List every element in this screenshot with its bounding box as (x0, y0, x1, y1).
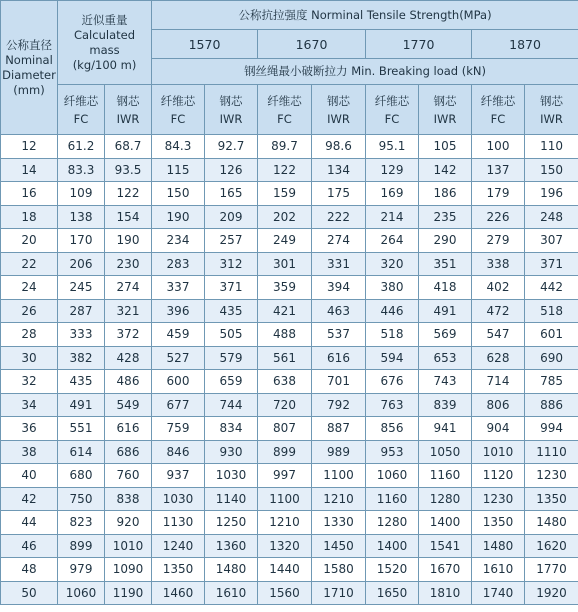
cell-load-1770-fc: 1650 (366, 581, 419, 605)
cell-mass-iwr: 321 (105, 299, 152, 323)
header-core-iwr (419, 85, 472, 135)
cell-load-1770-iwr: 569 (419, 323, 472, 347)
cell-load-1570-fc: 1130 (152, 511, 205, 535)
cell-mass-fc: 138 (58, 205, 105, 229)
table-row (1, 393, 578, 417)
cell-load-1870-iwr: 1350 (525, 487, 578, 511)
header-core-fc-en: FC (73, 111, 89, 126)
cell-load-1570-iwr: 1480 (205, 558, 258, 582)
cell-load-1870-fc: 472 (472, 299, 525, 323)
cell-load-1570-iwr: 930 (205, 440, 258, 464)
cell-mass-fc: 979 (58, 558, 105, 582)
cell-mass-iwr: 1010 (105, 534, 152, 558)
cell-load-1570-fc: 1460 (152, 581, 205, 605)
cell-load-1870-iwr: 442 (525, 276, 578, 300)
cell-load-1770-iwr: 105 (419, 135, 472, 159)
cell-mass-iwr: 230 (105, 252, 152, 276)
header-core-iwr-cn: 钢芯 (116, 93, 140, 108)
cell-load-1670-fc: 1100 (258, 487, 312, 511)
cell-load-1870-iwr: 518 (525, 299, 578, 323)
cell-load-1670-fc: 561 (258, 346, 312, 370)
cell-load-1770-fc: 518 (366, 323, 419, 347)
cell-diameter: 20 (1, 229, 58, 253)
cell-load-1670-fc: 720 (258, 393, 312, 417)
header-diameter-en-1: Nominal (5, 52, 53, 67)
header-core-fc-cn: 纤维芯 (374, 93, 410, 108)
cell-load-1670-iwr: 463 (312, 299, 366, 323)
cell-diameter: 42 (1, 487, 58, 511)
cell-load-1670-fc: 301 (258, 252, 312, 276)
cell-load-1670-fc: 1210 (258, 511, 312, 535)
cell-load-1870-fc: 100 (472, 135, 525, 159)
cell-load-1670-iwr: 134 (312, 158, 366, 182)
cell-load-1670-iwr: 394 (312, 276, 366, 300)
cell-diameter: 50 (1, 581, 58, 605)
header-diameter (1, 1, 58, 135)
cell-diameter: 44 (1, 511, 58, 535)
cell-load-1570-iwr: 1250 (205, 511, 258, 535)
cell-load-1670-iwr: 1450 (312, 534, 366, 558)
header-grade-1670: 1670 (258, 30, 366, 59)
cell-load-1870-iwr: 371 (525, 252, 578, 276)
cell-load-1870-iwr: 690 (525, 346, 578, 370)
cell-mass-iwr: 93.5 (105, 158, 152, 182)
cell-load-1870-iwr: 1230 (525, 464, 578, 488)
cell-load-1870-iwr: 601 (525, 323, 578, 347)
table-row (1, 299, 578, 323)
table-row (1, 276, 578, 300)
cell-load-1870-iwr: 1920 (525, 581, 578, 605)
cell-mass-fc: 750 (58, 487, 105, 511)
cell-load-1670-fc: 997 (258, 464, 312, 488)
table-row (1, 534, 578, 558)
header-diameter-en-2: Diameter (2, 67, 56, 82)
header-core-iwr-cn: 钢芯 (540, 93, 564, 108)
cell-load-1570-fc: 115 (152, 158, 205, 182)
cell-load-1670-iwr: 175 (312, 182, 366, 206)
cell-load-1570-fc: 283 (152, 252, 205, 276)
cell-load-1670-iwr: 274 (312, 229, 366, 253)
cell-load-1870-iwr: 248 (525, 205, 578, 229)
cell-load-1570-fc: 84.3 (152, 135, 205, 159)
cell-diameter: 12 (1, 135, 58, 159)
cell-mass-fc: 491 (58, 393, 105, 417)
cell-load-1870-iwr: 785 (525, 370, 578, 394)
cell-load-1770-fc: 1160 (366, 487, 419, 511)
cell-load-1570-fc: 190 (152, 205, 205, 229)
cell-diameter: 38 (1, 440, 58, 464)
cell-load-1570-iwr: 1360 (205, 534, 258, 558)
header-core-iwr-en: IWR (540, 111, 563, 126)
cell-load-1870-fc: 1740 (472, 581, 525, 605)
cell-load-1770-iwr: 839 (419, 393, 472, 417)
cell-load-1870-iwr: 886 (525, 393, 578, 417)
cell-mass-iwr: 372 (105, 323, 152, 347)
cell-load-1870-fc: 1010 (472, 440, 525, 464)
header-mass-en-1: Calculated (73, 27, 135, 42)
cell-load-1670-fc: 1440 (258, 558, 312, 582)
header-core-fc (152, 85, 205, 135)
cell-diameter: 40 (1, 464, 58, 488)
cell-load-1670-fc: 488 (258, 323, 312, 347)
cell-load-1870-iwr: 150 (525, 158, 578, 182)
cell-load-1770-fc: 1520 (366, 558, 419, 582)
cell-mass-iwr: 68.7 (105, 135, 152, 159)
cell-load-1770-fc: 446 (366, 299, 419, 323)
cell-load-1770-fc: 380 (366, 276, 419, 300)
table-row (1, 464, 578, 488)
cell-load-1670-fc: 1560 (258, 581, 312, 605)
cell-load-1770-fc: 320 (366, 252, 419, 276)
header-diameter-unit: (mm) (13, 82, 45, 97)
cell-load-1570-iwr: 165 (205, 182, 258, 206)
cell-load-1770-fc: 856 (366, 417, 419, 441)
cell-mass-iwr: 920 (105, 511, 152, 535)
cell-load-1870-iwr: 307 (525, 229, 578, 253)
cell-load-1870-fc: 1230 (472, 487, 525, 511)
cell-load-1770-fc: 264 (366, 229, 419, 253)
cell-load-1570-fc: 1030 (152, 487, 205, 511)
cell-load-1570-fc: 600 (152, 370, 205, 394)
cell-load-1670-fc: 202 (258, 205, 312, 229)
cell-load-1670-fc: 359 (258, 276, 312, 300)
cell-load-1570-fc: 459 (152, 323, 205, 347)
cell-mass-iwr: 838 (105, 487, 152, 511)
cell-load-1770-iwr: 1280 (419, 487, 472, 511)
header-core-fc-en: FC (490, 111, 506, 126)
table-row (1, 205, 578, 229)
cell-load-1670-iwr: 331 (312, 252, 366, 276)
cell-load-1570-iwr: 257 (205, 229, 258, 253)
cell-load-1570-fc: 937 (152, 464, 205, 488)
cell-load-1770-fc: 1060 (366, 464, 419, 488)
cell-load-1570-iwr: 1610 (205, 581, 258, 605)
header-mass-en-2: mass (89, 42, 120, 57)
cell-load-1770-iwr: 1400 (419, 511, 472, 535)
cell-load-1870-fc: 279 (472, 229, 525, 253)
cell-load-1570-iwr: 1140 (205, 487, 258, 511)
cell-load-1670-fc: 249 (258, 229, 312, 253)
header-core-fc (472, 85, 525, 135)
cell-load-1570-iwr: 744 (205, 393, 258, 417)
cell-load-1770-iwr: 941 (419, 417, 472, 441)
table-row (1, 229, 578, 253)
table-row (1, 558, 578, 582)
cell-load-1670-iwr: 1580 (312, 558, 366, 582)
cell-load-1670-iwr: 537 (312, 323, 366, 347)
cell-load-1570-iwr: 209 (205, 205, 258, 229)
cell-load-1670-iwr: 989 (312, 440, 366, 464)
cell-diameter: 48 (1, 558, 58, 582)
table-body (1, 135, 578, 605)
cell-diameter: 24 (1, 276, 58, 300)
cell-mass-iwr: 122 (105, 182, 152, 206)
cell-load-1770-iwr: 290 (419, 229, 472, 253)
cell-load-1770-fc: 169 (366, 182, 419, 206)
cell-load-1870-fc: 226 (472, 205, 525, 229)
cell-load-1770-iwr: 1050 (419, 440, 472, 464)
cell-mass-iwr: 1090 (105, 558, 152, 582)
cell-mass-fc: 287 (58, 299, 105, 323)
cell-mass-fc: 83.3 (58, 158, 105, 182)
header-core-iwr-en: IWR (327, 111, 350, 126)
cell-load-1570-iwr: 659 (205, 370, 258, 394)
cell-load-1570-fc: 150 (152, 182, 205, 206)
cell-load-1770-fc: 214 (366, 205, 419, 229)
header-core-fc-en: FC (277, 111, 292, 126)
header-mass (58, 1, 152, 85)
cell-mass-fc: 614 (58, 440, 105, 464)
cell-load-1670-fc: 899 (258, 440, 312, 464)
cell-load-1670-fc: 159 (258, 182, 312, 206)
cell-load-1870-fc: 1480 (472, 534, 525, 558)
cell-load-1770-iwr: 186 (419, 182, 472, 206)
cell-load-1570-iwr: 92.7 (205, 135, 258, 159)
cell-load-1870-iwr: 1770 (525, 558, 578, 582)
cell-load-1870-fc: 904 (472, 417, 525, 441)
header-core-fc-cn: 纤维芯 (63, 93, 99, 108)
cell-diameter: 18 (1, 205, 58, 229)
cell-load-1570-iwr: 1030 (205, 464, 258, 488)
cell-load-1670-iwr: 1710 (312, 581, 366, 605)
cell-load-1670-iwr: 1210 (312, 487, 366, 511)
cell-load-1670-iwr: 887 (312, 417, 366, 441)
cell-mass-fc: 899 (58, 534, 105, 558)
cell-mass-iwr: 190 (105, 229, 152, 253)
cell-mass-fc: 61.2 (58, 135, 105, 159)
cell-load-1670-fc: 638 (258, 370, 312, 394)
cell-load-1570-fc: 337 (152, 276, 205, 300)
cell-load-1570-fc: 1350 (152, 558, 205, 582)
cell-load-1870-fc: 1610 (472, 558, 525, 582)
cell-load-1770-iwr: 235 (419, 205, 472, 229)
cell-load-1870-fc: 402 (472, 276, 525, 300)
cell-mass-fc: 333 (58, 323, 105, 347)
cell-mass-iwr: 154 (105, 205, 152, 229)
cell-diameter: 32 (1, 370, 58, 394)
cell-load-1870-fc: 338 (472, 252, 525, 276)
table-row (1, 323, 578, 347)
cell-load-1570-iwr: 834 (205, 417, 258, 441)
header-core-fc-cn: 纤维芯 (480, 93, 516, 108)
cell-load-1870-fc: 547 (472, 323, 525, 347)
cell-load-1870-fc: 137 (472, 158, 525, 182)
cell-load-1870-fc: 714 (472, 370, 525, 394)
cell-load-1870-iwr: 196 (525, 182, 578, 206)
cell-diameter: 14 (1, 158, 58, 182)
cell-load-1870-fc: 1120 (472, 464, 525, 488)
header-core-iwr-cn: 钢芯 (219, 93, 243, 108)
cell-load-1870-fc: 628 (472, 346, 525, 370)
header-core-fc-cn: 纤维芯 (160, 93, 196, 108)
cell-mass-iwr: 274 (105, 276, 152, 300)
cell-mass-iwr: 616 (105, 417, 152, 441)
cell-load-1770-fc: 95.1 (366, 135, 419, 159)
header-breaking-load: 钢丝绳最小破断拉力 Min. Breaking load (kN) (152, 59, 578, 85)
cell-load-1570-fc: 759 (152, 417, 205, 441)
table-row (1, 581, 578, 605)
cell-load-1570-fc: 396 (152, 299, 205, 323)
header-core-iwr-cn: 钢芯 (433, 93, 457, 108)
cell-load-1570-iwr: 126 (205, 158, 258, 182)
cell-load-1670-fc: 1320 (258, 534, 312, 558)
cell-load-1670-iwr: 701 (312, 370, 366, 394)
cell-load-1570-fc: 1240 (152, 534, 205, 558)
table-row (1, 440, 578, 464)
cell-load-1870-fc: 806 (472, 393, 525, 417)
cell-load-1870-iwr: 1480 (525, 511, 578, 535)
cell-load-1570-fc: 677 (152, 393, 205, 417)
cell-load-1870-iwr: 1620 (525, 534, 578, 558)
cell-load-1770-iwr: 743 (419, 370, 472, 394)
cell-mass-fc: 382 (58, 346, 105, 370)
cell-load-1770-iwr: 142 (419, 158, 472, 182)
header-core-iwr-cn: 钢芯 (327, 93, 350, 108)
cell-mass-iwr: 428 (105, 346, 152, 370)
cell-diameter: 28 (1, 323, 58, 347)
table-row (1, 158, 578, 182)
cell-mass-iwr: 1190 (105, 581, 152, 605)
cell-load-1770-fc: 1400 (366, 534, 419, 558)
cell-load-1570-iwr: 505 (205, 323, 258, 347)
cell-load-1670-fc: 421 (258, 299, 312, 323)
cell-load-1670-iwr: 1100 (312, 464, 366, 488)
header-core-iwr (105, 85, 152, 135)
cell-load-1870-iwr: 110 (525, 135, 578, 159)
cell-mass-iwr: 549 (105, 393, 152, 417)
cell-load-1670-iwr: 1330 (312, 511, 366, 535)
cell-load-1570-iwr: 435 (205, 299, 258, 323)
cell-mass-iwr: 486 (105, 370, 152, 394)
cell-load-1770-iwr: 1160 (419, 464, 472, 488)
cell-load-1770-iwr: 653 (419, 346, 472, 370)
table-row (1, 511, 578, 535)
cell-load-1770-iwr: 1541 (419, 534, 472, 558)
header-core-iwr (205, 85, 258, 135)
cell-load-1570-iwr: 371 (205, 276, 258, 300)
cell-load-1770-iwr: 1810 (419, 581, 472, 605)
table-row (1, 346, 578, 370)
header-core-fc-en: FC (384, 111, 400, 126)
header-core-iwr-en: IWR (433, 111, 457, 126)
cell-mass-fc: 170 (58, 229, 105, 253)
cell-load-1670-fc: 89.7 (258, 135, 312, 159)
cell-load-1870-fc: 179 (472, 182, 525, 206)
cell-load-1770-iwr: 491 (419, 299, 472, 323)
header-core-fc (258, 85, 312, 135)
header-core-fc-en: FC (170, 111, 186, 126)
cell-diameter: 46 (1, 534, 58, 558)
cell-load-1870-fc: 1350 (472, 511, 525, 535)
cell-mass-fc: 109 (58, 182, 105, 206)
cell-load-1570-iwr: 312 (205, 252, 258, 276)
header-grade-1770: 1770 (366, 30, 472, 59)
header-tensile-strength: 公称抗拉强度 Norminal Tensile Strength(MPa) (152, 1, 578, 30)
cell-load-1770-fc: 763 (366, 393, 419, 417)
cell-mass-fc: 1060 (58, 581, 105, 605)
cell-load-1670-iwr: 616 (312, 346, 366, 370)
cell-load-1570-fc: 846 (152, 440, 205, 464)
cell-load-1670-iwr: 792 (312, 393, 366, 417)
cell-diameter: 26 (1, 299, 58, 323)
header-mass-cn: 近似重量 (81, 12, 128, 27)
cell-load-1570-fc: 527 (152, 346, 205, 370)
header-core-iwr (312, 85, 366, 135)
table-header (1, 1, 578, 135)
header-core-iwr (525, 85, 578, 135)
cell-mass-fc: 435 (58, 370, 105, 394)
header-diameter-cn: 公称直径 (6, 37, 52, 52)
header-core-fc (366, 85, 419, 135)
cell-load-1770-fc: 129 (366, 158, 419, 182)
header-core-fc (58, 85, 105, 135)
cell-load-1870-iwr: 1110 (525, 440, 578, 464)
header-grade-1870: 1870 (472, 30, 578, 59)
cell-load-1770-iwr: 418 (419, 276, 472, 300)
table-row (1, 417, 578, 441)
cell-load-1570-iwr: 579 (205, 346, 258, 370)
cell-mass-iwr: 760 (105, 464, 152, 488)
cell-load-1770-fc: 676 (366, 370, 419, 394)
cell-load-1770-iwr: 351 (419, 252, 472, 276)
table-row (1, 182, 578, 206)
cell-load-1670-iwr: 98.6 (312, 135, 366, 159)
cell-mass-fc: 551 (58, 417, 105, 441)
header-core-iwr-en: IWR (116, 111, 140, 126)
cell-load-1770-fc: 953 (366, 440, 419, 464)
cell-diameter: 16 (1, 182, 58, 206)
table-row (1, 370, 578, 394)
table-row (1, 135, 578, 159)
cell-mass-iwr: 686 (105, 440, 152, 464)
table-row (1, 487, 578, 511)
cell-load-1670-fc: 122 (258, 158, 312, 182)
cell-mass-fc: 680 (58, 464, 105, 488)
cell-load-1570-fc: 234 (152, 229, 205, 253)
cell-load-1670-fc: 807 (258, 417, 312, 441)
cell-load-1770-iwr: 1670 (419, 558, 472, 582)
cell-load-1670-iwr: 222 (312, 205, 366, 229)
cell-load-1870-iwr: 994 (525, 417, 578, 441)
cell-mass-fc: 206 (58, 252, 105, 276)
cell-diameter: 30 (1, 346, 58, 370)
cell-diameter: 34 (1, 393, 58, 417)
cell-diameter: 36 (1, 417, 58, 441)
header-mass-unit: (kg/100 m) (72, 57, 137, 72)
cell-load-1770-fc: 1280 (366, 511, 419, 535)
cell-mass-fc: 823 (58, 511, 105, 535)
header-core-fc-cn: 纤维芯 (267, 93, 302, 108)
header-core-iwr-en: IWR (219, 111, 243, 126)
cell-mass-fc: 245 (58, 276, 105, 300)
header-grade-1570: 1570 (152, 30, 258, 59)
table-row (1, 252, 578, 276)
cell-diameter: 22 (1, 252, 58, 276)
cell-load-1770-fc: 594 (366, 346, 419, 370)
